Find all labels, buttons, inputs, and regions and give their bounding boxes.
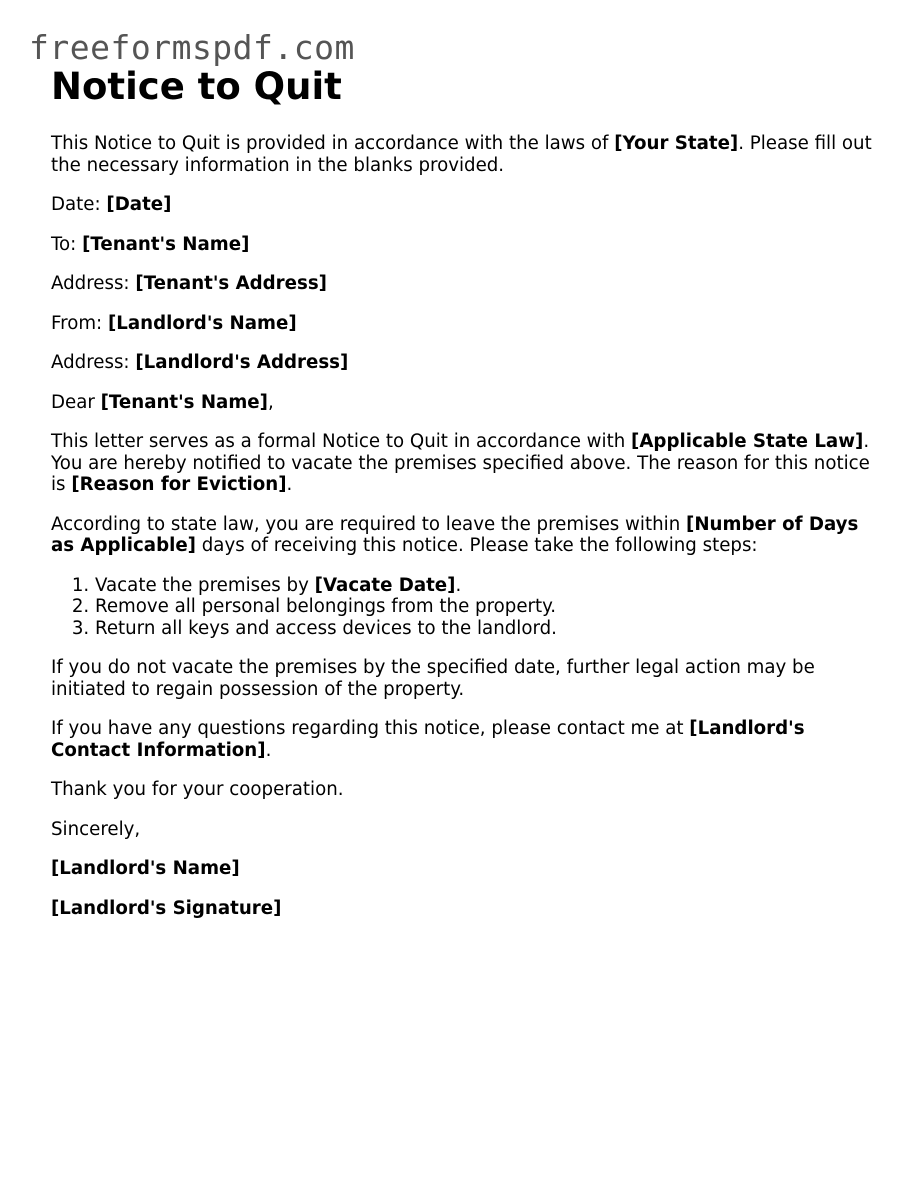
- state-placeholder: [Your State]: [614, 133, 739, 154]
- days-placeholder: [Number of Days as Applicable]: [51, 513, 859, 556]
- tenant-address-placeholder: [Tenant's Address]: [135, 273, 327, 294]
- legal-action-paragraph: If you do not vacate the premises by the specified date, further legal action may be initiated to regain possession of the property.: [51, 657, 815, 700]
- contact-paragraph: [51, 718, 881, 761]
- page-title: Notice to Quit: [51, 65, 342, 108]
- date-line: [51, 194, 881, 216]
- notice-text: This letter serves as a formal Notice to Quit in accordance with: [51, 431, 632, 452]
- signature-name-placeholder: [Landlord's Name]: [51, 858, 240, 879]
- notice-text-end: .: [286, 474, 293, 495]
- landlord-address-placeholder: [Landlord's Address]: [135, 352, 349, 373]
- step-1-period: .: [455, 574, 462, 596]
- eviction-reason-placeholder: [Reason for Eviction]: [71, 474, 287, 495]
- vacate-date-placeholder: [Vacate Date]: [314, 574, 456, 596]
- requirement-text-end: days of receiving this notice. Please take the following steps:: [195, 535, 758, 556]
- tenant-address-label: Address:: [51, 273, 136, 294]
- from-line: [51, 313, 881, 335]
- tenant-name-placeholder: [Tenant's Name]: [82, 233, 250, 255]
- state-law-placeholder: [Applicable State Law]: [631, 431, 864, 452]
- salutation-line: [51, 392, 881, 414]
- requirement-text: According to state law, you are required to leave the premises within: [51, 513, 687, 535]
- steps-list: [51, 575, 881, 640]
- to-line: [51, 234, 881, 256]
- list-item: [95, 618, 881, 640]
- signature-placeholder: [Landlord's Signature]: [51, 897, 282, 919]
- notice-paragraph: [51, 431, 881, 496]
- thanks-line: Thank you for your cooperation.: [51, 779, 344, 800]
- list-item: [95, 575, 881, 597]
- date-placeholder: [Date]: [106, 194, 172, 215]
- list-item: [95, 596, 881, 618]
- landlord-address-label: Address:: [51, 352, 136, 373]
- contact-info-placeholder: [Landlord's Contact Information]: [51, 718, 805, 761]
- contact-text-end: .: [265, 739, 272, 761]
- step-2-text: Remove all personal belongings from the property.: [95, 596, 557, 617]
- step-3-text: Return all keys and access devices to the landlord.: [95, 617, 557, 639]
- date-label: Date:: [51, 194, 107, 215]
- to-label: To:: [51, 233, 83, 255]
- salutation-text: Dear: [51, 391, 101, 413]
- intro-text-end: . Please fill out the necessary information in the blanks provided.: [51, 133, 872, 176]
- intro-paragraph: [51, 133, 881, 176]
- watermark-text: freeformspdf.com: [29, 28, 355, 67]
- intro-text: This Notice to Quit is provided in accordance with the laws of: [51, 133, 615, 154]
- signature-name-line: [51, 858, 881, 880]
- requirement-paragraph: [51, 514, 881, 557]
- step-1-text: Vacate the premises by: [95, 574, 315, 596]
- landlord-name-placeholder: [Landlord's Name]: [107, 312, 297, 334]
- contact-text: If you have any questions regarding this notice, please contact me at: [51, 718, 690, 739]
- signature-line: [51, 898, 881, 920]
- salutation-comma: ,: [267, 391, 274, 413]
- salutation-tenant-placeholder: [Tenant's Name]: [100, 391, 268, 413]
- notice-text-mid: . You are hereby notified to vacate the premises specified above. The reason for this notice is: [51, 431, 870, 495]
- from-label: From:: [51, 312, 108, 334]
- tenant-address-line: [51, 273, 881, 295]
- document-body: [51, 133, 881, 937]
- landlord-address-line: [51, 352, 881, 374]
- closing-line: Sincerely,: [51, 818, 141, 840]
